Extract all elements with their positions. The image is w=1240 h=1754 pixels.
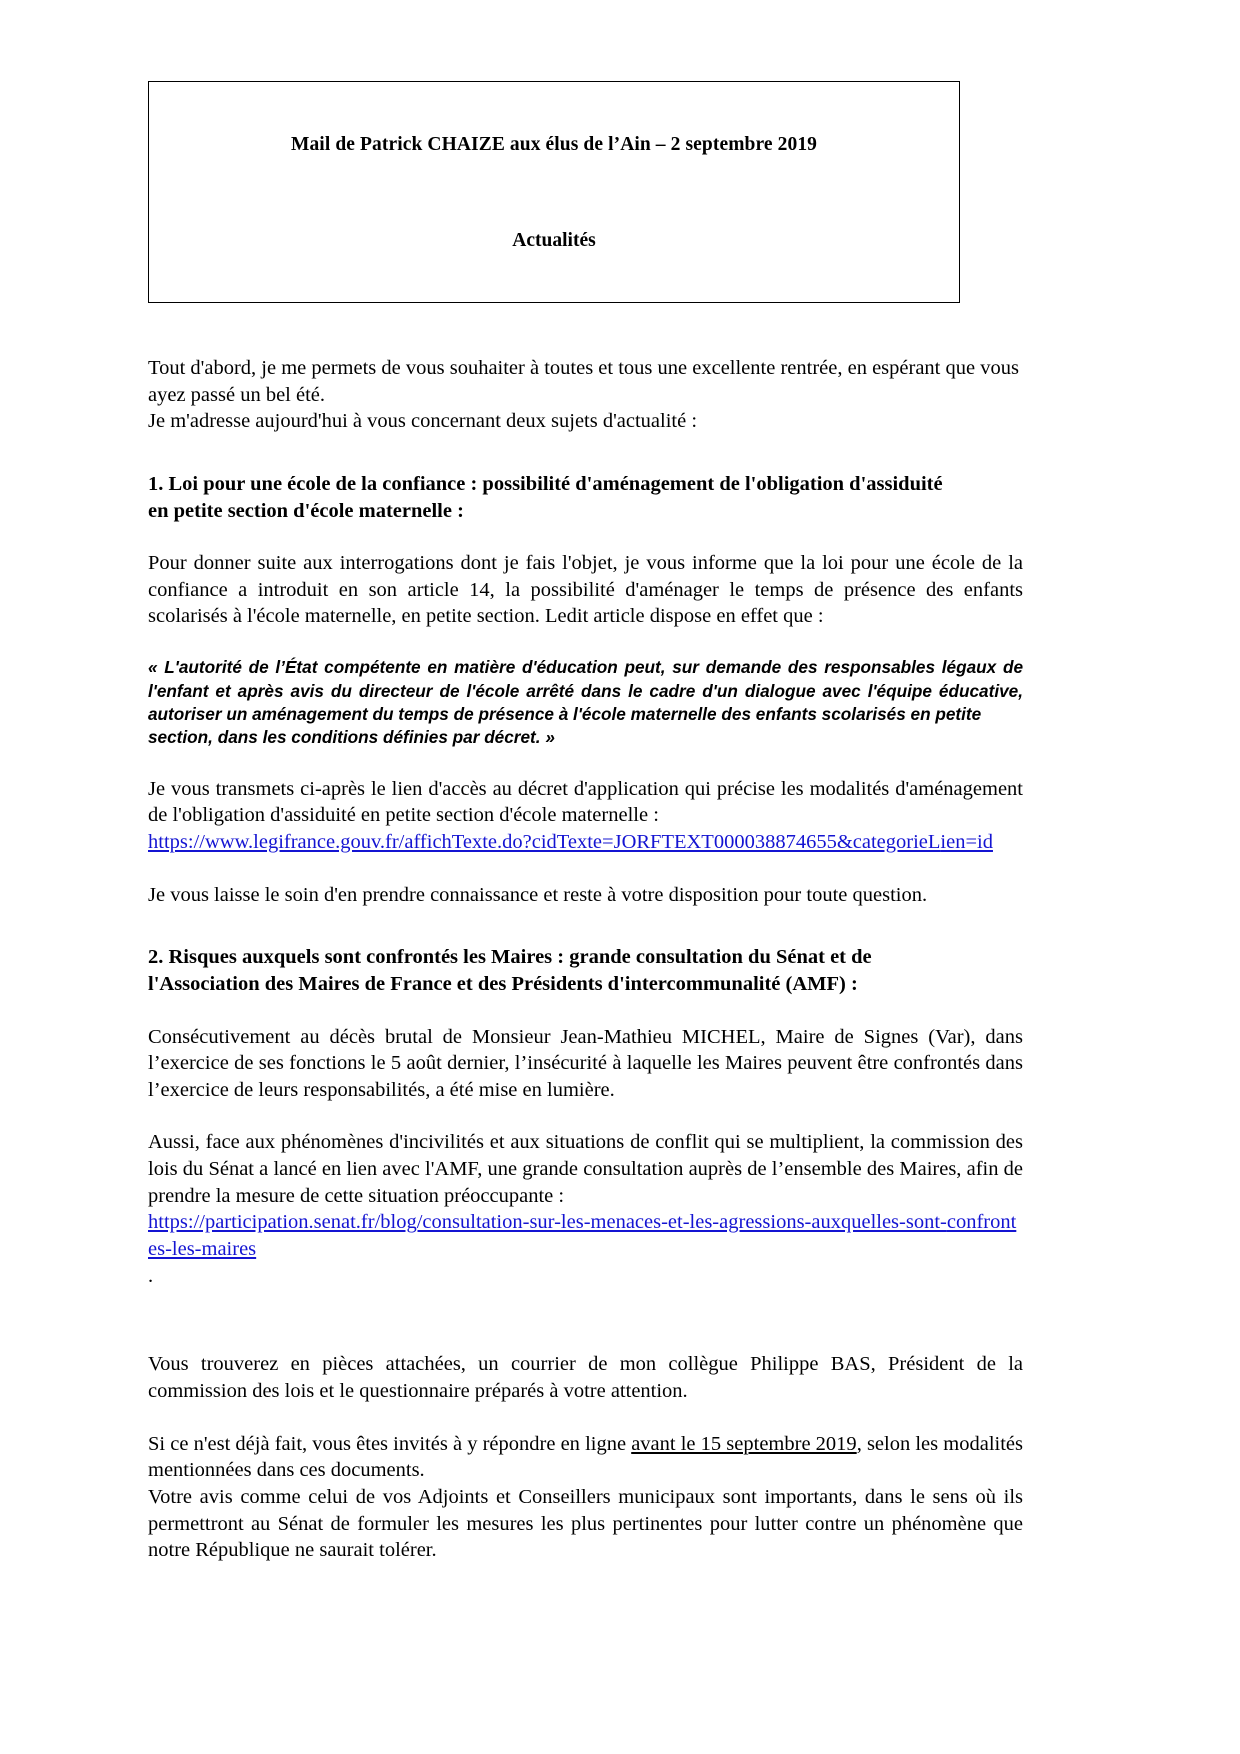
senat-link-trailing-period: . — [148, 1264, 154, 1287]
section-1-heading — [148, 471, 1023, 524]
section-2-heading-line-2: l'Association des Maires de France et des Présidents d'intercommunalité (AMF) : — [148, 972, 858, 995]
legifrance-link-part-1: https://www.legifrance.gouv.fr/affichTexte.do?cidTexte=JORFTEXT000038874655&categorieL — [148, 830, 941, 853]
section-2-paragraph-4 — [148, 1431, 1023, 1484]
legifrance-link-part-2: ien=id — [940, 830, 993, 853]
section-2-paragraph-3: Vous trouverez en pièces attachées, un courrier de mon collègue Philippe BAS, Président de la commission des lois et le questionnaire préparés à votre attention. — [148, 1353, 1023, 1402]
spacer — [148, 1405, 1023, 1431]
quote-line-2: l'enfant et après avis du directeur de l'école arrêté dans le cadre d'un dialogue avec l'équipe éducative, — [148, 680, 1023, 701]
legifrance-link[interactable] — [148, 829, 1023, 856]
intro-paragraph-2: Je m'adresse aujourd'hui à vous concernant deux sujets d'actualité : — [148, 410, 698, 433]
quote-line-1: « L'autorité de l’État compétente en matière d'éducation peut, sur demande des responsables légaux de — [148, 657, 1023, 678]
section-2-heading-line-1: 2. Risques auxquels sont confrontés les Maires : grande consultation du Sénat et de — [148, 946, 872, 969]
header-subtitle: Actualités — [512, 230, 596, 251]
quote-line-3: autoriser un aménagement du temps de présence à l'école maternelle des enfants scolarisés en petite — [148, 703, 982, 724]
spacer — [148, 630, 1023, 656]
senat-link-part-2: confrontes-les-maires — [148, 1211, 1017, 1261]
page-content — [148, 0, 1023, 1564]
section-2-paragraph-2: Aussi, face aux phénomènes d'incivilités et aux situations de conflit qui se multiplient, la commission des lois du Sénat a lancé en lien avec l'AMF, une grande consultation auprès de l’ensemble des Maires, afin de prendre la mesure de cette situation préoccupante : — [148, 1131, 1023, 1207]
section-1-paragraph-3: Je vous laisse le soin d'en prendre connaissance et reste à votre disposition pour toute question. — [148, 883, 928, 906]
section-1-heading-line-2: en petite section d'école maternelle : — [148, 499, 464, 522]
senat-link-part-1: https://participation.senat.fr/blog/consultation-sur-les-menaces-et-les-agressions-auxquelles-sont- — [148, 1211, 947, 1234]
section-2-paragraph-1: Consécutivement au décès brutal de Monsieur Jean-Mathieu MICHEL, Maire de Signes (Var), dans l’exercice de ses fonctions le 5 août dernier, l’insécurité à laquelle les Maires peuvent être confrontés dans l’exercice de leurs responsabilités, a été mise en lumière. — [148, 1025, 1023, 1101]
header-box — [148, 81, 960, 303]
intro-paragraph-1: Tout d'abord, je me permets de vous souhaiter à toutes et tous une excellente rentrée, en espérant que vous ayez passé un bel été. — [148, 357, 1019, 406]
spacer — [148, 750, 1023, 776]
spacer — [148, 1289, 1023, 1351]
section-1-paragraph-1: Pour donner suite aux interrogations dont je fais l'objet, je vous informe que la loi pour une école de la confiance a introduit en son article 14, la possibilité d'aménager le temps de présence des enfants scolarisés à l'école maternelle, en petite section. Ledit article dispose en effet que : — [148, 552, 1023, 628]
senat-link[interactable] — [148, 1209, 1023, 1262]
spacer — [148, 1103, 1023, 1129]
spacer — [148, 524, 1023, 550]
deadline-underlined-text: avant le 15 septembre 2019 — [631, 1432, 857, 1455]
section-2-heading — [148, 944, 1023, 997]
spacer — [148, 998, 1023, 1024]
legal-quote-block — [148, 656, 1023, 750]
paragraph-4-text-after: , selon les modalités mentionnées dans ces documents. — [148, 1432, 1023, 1482]
section-2-paragraph-5: Votre avis comme celui de vos Adjoints et Conseillers municipaux sont importants, dans le sens où ils permettront au Sénat de formuler les mesures les plus pertinentes pour lutter contre un phénomène que notre République ne saurait tolérer. — [148, 1485, 1023, 1562]
spacer — [148, 856, 1023, 882]
senat-link-wrapper — [148, 1209, 1023, 1289]
quote-line-4: section, dans les conditions définies par décret. » — [148, 727, 555, 748]
spacer — [148, 908, 1023, 944]
page-title: Mail de Patrick CHAIZE aux élus de l’Ain – 2 septembre 2019 — [290, 134, 818, 155]
paragraph-4-text-before: Si ce n'est déjà fait, vous êtes invités à y répondre en ligne — [148, 1432, 632, 1455]
section-1-heading-line-1: 1. Loi pour une école de la confiance : possibilité d'aménagement de l'obligation d'assiduité — [148, 472, 943, 495]
document-body — [148, 355, 1023, 1564]
section-1-paragraph-2: Je vous transmets ci-après le lien d'accès au décret d'application qui précise les modalités d'aménagement de l'obligation d'assiduité en petite section d'école maternelle : — [148, 777, 1023, 827]
spacer — [148, 435, 1023, 471]
